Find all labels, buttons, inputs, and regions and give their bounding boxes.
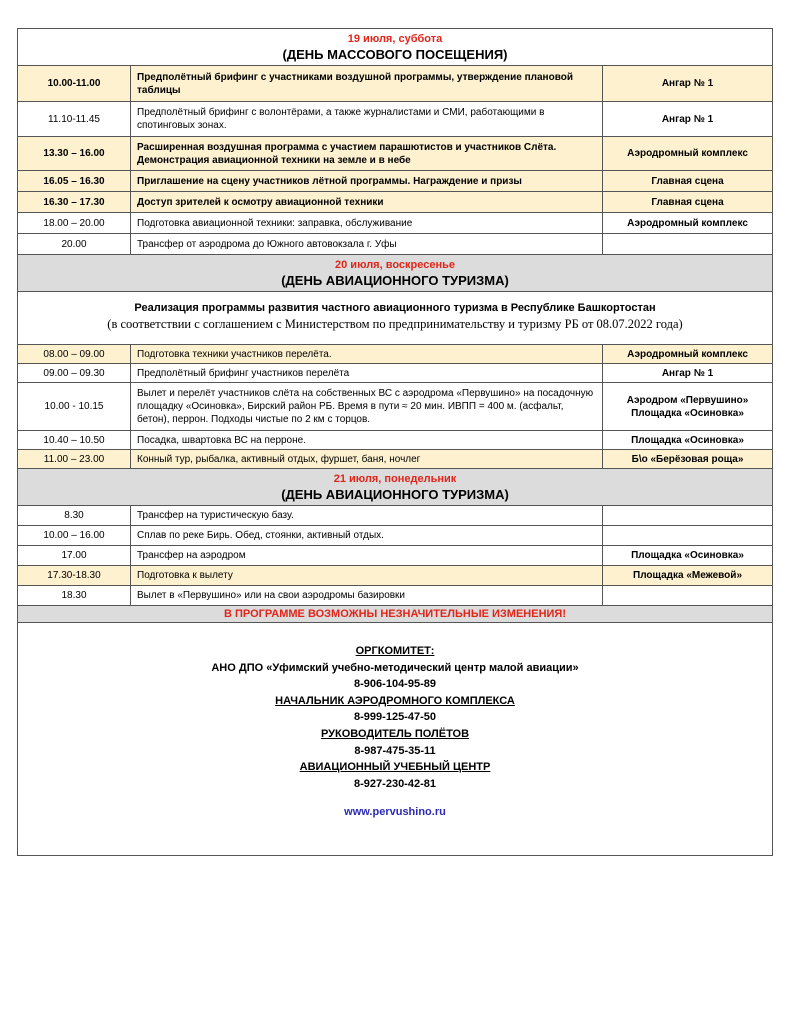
row-time: 16.05 – 16.30 [18,171,131,192]
row-place [603,383,773,431]
table-row [18,345,773,364]
warning-row [18,606,773,623]
table-row [18,171,773,192]
program-changes-warning: В ПРОГРАММЕ ВОЗМОЖНЫ НЕЗНАЧИТЕЛЬНЫЕ ИЗМЕНЕНИЯ! [18,606,773,623]
row-place: Ангар № 1 [603,66,773,102]
program-intro [18,292,773,345]
row-event: Подготовка техники участников перелёта. [131,345,603,364]
row-place: Площадка «Межевой» [603,566,773,586]
program-agreement: (в соответствии с соглашением с Министерством по предпринимательству и туризму РБ от 08.07.2022 года) [107,316,683,331]
day-date: 19 июля, суббота [347,33,443,45]
day-header [18,469,773,506]
table-row [18,66,773,102]
row-place-destination: Площадка «Осиновка» [631,407,744,419]
table-row [18,450,773,469]
row-place [603,506,773,526]
organizers-block [18,623,773,856]
training-center-phone: 8-927-230-42-81 [354,777,436,790]
row-event: Трансфер от аэродрома до Южного автовокзала г. Уфы [131,234,603,255]
day-date: 20 июля, воскресенье [335,259,455,271]
row-time: 10.00 - 10.15 [18,383,131,431]
table-row [18,192,773,213]
row-event: Предполётный брифинг с волонтёрами, а также журналистами и СМИ, работающими в спотинговых зонах. [131,102,603,137]
table-row [18,234,773,255]
table-row [18,566,773,586]
row-time: 18.30 [18,586,131,606]
airfield-head-phone: 8-999-125-47-50 [354,711,436,724]
table-row [18,137,773,171]
row-time: 09.00 – 09.30 [18,364,131,383]
website-link[interactable]: www.pervushino.ru [344,806,446,819]
row-event: Предполётный брифинг с участниками воздушной программы, утверждение плановой таблицы [131,66,603,102]
row-place: Б\о «Берёзовая роща» [603,450,773,469]
org-name: АНО ДПО «Уфимский учебно-методический центр малой авиации» [211,661,579,674]
table-row [18,526,773,546]
row-time: 16.30 – 17.30 [18,192,131,213]
row-time: 8.30 [18,506,131,526]
schedule-document [17,28,772,856]
row-event: Конный тур, рыбалка, активный отдых, фуршет, баня, ночлег [131,450,603,469]
row-time: 11.00 – 23.00 [18,450,131,469]
row-place: Главная сцена [603,171,773,192]
org-phone: 8-906-104-95-89 [354,678,436,691]
row-place [603,586,773,606]
row-place [603,234,773,255]
row-time: 20.00 [18,234,131,255]
row-event: Посадка, швартовка ВС на перроне. [131,431,603,450]
table-row [18,506,773,526]
row-time: 18.00 – 20.00 [18,213,131,234]
row-event: Сплав по реке Бирь. Обед, стоянки, активный отдых. [131,526,603,546]
row-event: Трансфер на туристическую базу. [131,506,603,526]
row-time: 17.00 [18,546,131,566]
row-time: 10.00 – 16.00 [18,526,131,546]
table-row [18,586,773,606]
flight-director-phone: 8-987-475-35-11 [354,744,436,757]
row-place: Ангар № 1 [603,364,773,383]
row-place [603,526,773,546]
table-row [18,546,773,566]
row-place: Аэродромный комплекс [603,213,773,234]
row-event: Доступ зрителей к осмотру авиационной техники [131,192,603,213]
flight-director-title: РУКОВОДИТЕЛЬ ПОЛЁТОВ [320,727,470,740]
organizers-row [18,623,773,856]
row-time: 08.00 – 09.00 [18,345,131,364]
schedule-table [17,28,773,856]
row-place: Площадка «Осиновка» [603,431,773,450]
row-place-origin: Аэродром «Первушино» [626,394,749,406]
row-time: 10.00-11.00 [18,66,131,102]
row-place: Аэродромный комплекс [603,137,773,171]
row-place: Аэродромный комплекс [603,345,773,364]
table-row [18,383,773,431]
row-event: Расширенная воздушная программа с участием парашютистов и участников Слёта. Демонстрация авиационной техники на земле и в небе [131,137,603,171]
org-heading: ОРГКОМИТЕТ: [355,645,435,657]
row-time: 10.40 – 10.50 [18,431,131,450]
table-row [18,102,773,137]
row-event: Предполётный брифинг участников перелёта [131,364,603,383]
day-title: (ДЕНЬ АВИАЦИОННОГО ТУРИЗМА) [281,487,509,502]
row-event: Трансфер на аэродром [131,546,603,566]
day-title: (ДЕНЬ МАССОВОГО ПОСЕЩЕНИЯ) [282,47,508,62]
row-place: Главная сцена [603,192,773,213]
table-row [18,213,773,234]
row-place: Площадка «Осиновка» [603,546,773,566]
table-row [18,431,773,450]
row-time: 11.10-11.45 [18,102,131,137]
day-header [18,29,773,66]
training-center-title: АВИАЦИОННЫЙ УЧЕБНЫЙ ЦЕНТР [299,761,491,774]
day-date: 21 июля, понедельник [333,473,457,485]
row-event: Вылет в «Первушино» или на свои аэродромы базировки [131,586,603,606]
airfield-head-title: НАЧАЛЬНИК АЭРОДРОМНОГО КОМПЛЕКСА [275,694,515,707]
row-event: Подготовка авиационной техники: заправка, обслуживание [131,213,603,234]
program-title: Реализация программы развития частного авиационного туризма в Республике Башкортостан [134,301,656,314]
row-event: Приглашение на сцену участников лётной программы. Награждение и призы [131,171,603,192]
row-event: Подготовка к вылету [131,566,603,586]
day-title: (ДЕНЬ АВИАЦИОННОГО ТУРИЗМА) [281,273,509,288]
row-place: Ангар № 1 [603,102,773,137]
row-event: Вылет и перелёт участников слёта на собственных ВС с аэродрома «Первушино» на посадочную площадку «Осиновка», Бирский район РБ. Время в пути ≈ 20 мин. ИВПП = 400 м. (асфальт, бетон), перрон. Подходы чистые по 2 км с торцов. [131,383,603,431]
day-header [18,255,773,292]
table-row [18,364,773,383]
row-time: 13.30 – 16.00 [18,137,131,171]
row-time: 17.30-18.30 [18,566,131,586]
